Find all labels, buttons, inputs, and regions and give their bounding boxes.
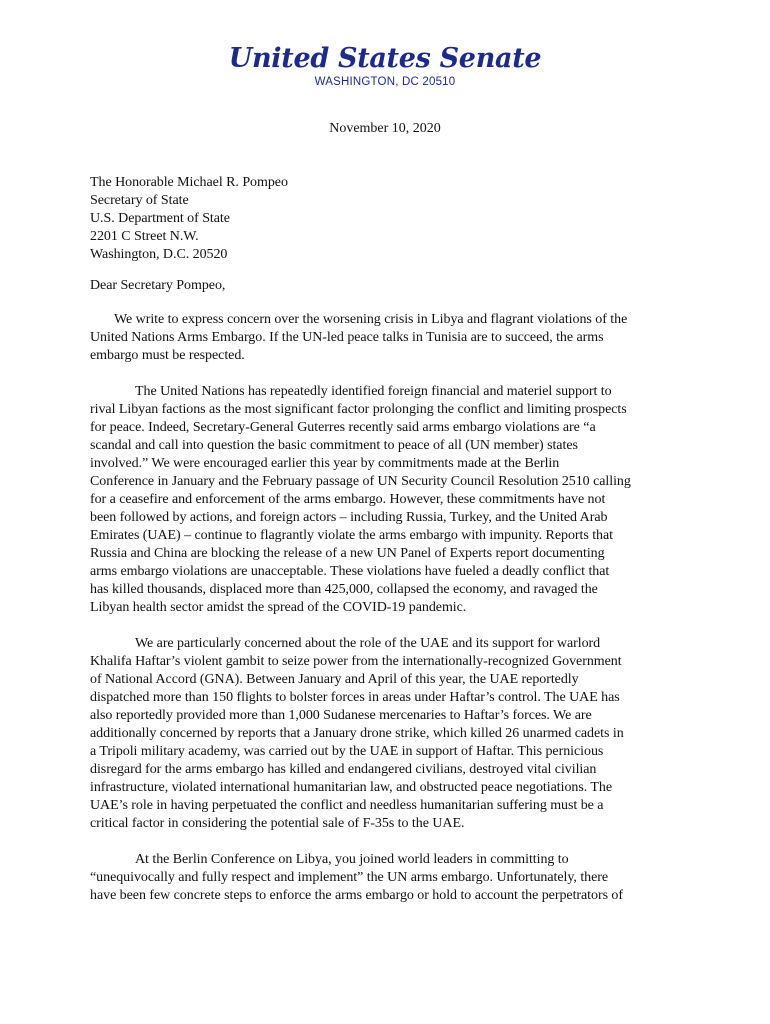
letter-date: November 10, 2020: [329, 121, 441, 136]
recipient-line: Secretary of State: [90, 193, 189, 208]
text-line: At the Berlin Conference on Libya, you joined world leaders in committing to: [135, 852, 569, 867]
text-line: UAE’s role in having perpetuated the conflict and needless humanitarian suffering must be a: [90, 798, 604, 813]
paragraph-3: [90, 635, 690, 833]
text-line: of National Accord (GNA). Between January and April of this year, the UAE reportedly: [90, 672, 579, 687]
recipient-line: 2201 C Street N.W.: [90, 229, 199, 244]
paragraph-1: [90, 311, 690, 365]
text-line: United Nations Arms Embargo. If the UN-led peace talks in Tunisia are to succeed, the arms: [90, 330, 604, 345]
text-line: has killed thousands, displaced more than 425,000, collapsed the economy, and ravaged the: [90, 582, 598, 597]
text-line: Khalifa Haftar’s violent gambit to seize power from the internationally-recognized Government: [90, 654, 622, 669]
text-line: infrastructure, violated international humanitarian law, and obstructed peace negotiations. The: [90, 780, 613, 795]
text-line: Emirates (UAE) – continue to flagrantly violate the arms embargo with impunity. Reports that: [90, 528, 613, 543]
text-line: disregard for the arms embargo has killed and endangered civilians, destroyed vital civilian: [90, 762, 597, 777]
text-line: been followed by actions, and foreign actors – including Russia, Turkey, and the United Arab: [90, 510, 608, 525]
text-line: Russia and China are blocking the release of a new UN Panel of Experts report documenting: [90, 546, 605, 561]
text-line: arms embargo violations are unacceptable. These violations have fueled a deadly conflict that: [90, 564, 610, 579]
text-line: scandal and call into question the basic commitment to peace of all (UN member) states: [90, 438, 578, 453]
recipient-line: Washington, D.C. 20520: [90, 247, 228, 262]
text-line: have been few concrete steps to enforce the arms embargo or hold to account the perpetrators of: [90, 888, 623, 903]
text-line: The United Nations has repeatedly identified foreign financial and materiel support to: [135, 384, 612, 399]
recipient-block: [90, 174, 690, 264]
text-line: additionally concerned by reports that a January drone strike, which killed 26 unarmed cadets in: [90, 726, 624, 741]
senate-address: WASHINGTON, DC 20510: [314, 76, 456, 88]
text-line: a Tripoli military academy, was carried out by the UAE in support of Haftar. This pernicious: [90, 744, 604, 759]
text-line: We are particularly concerned about the role of the UAE and its support for warlord: [135, 636, 601, 651]
text-line: involved.” We were encouraged earlier this year by commitments made at the Berlin: [90, 456, 560, 471]
text-line: embargo must be respected.: [90, 348, 245, 363]
text-line: for peace. Indeed, Secretary-General Guterres recently said arms embargo violations are “a: [90, 420, 596, 435]
salutation: Dear Secretary Pompeo,: [90, 278, 226, 293]
text-line: Conference in January and the February passage of UN Security Council Resolution 2510 calling: [90, 474, 631, 489]
text-line: Libyan health sector amidst the spread of the COVID-19 pandemic.: [90, 600, 467, 615]
text-line: also reportedly provided more than 1,000 Sudanese mercenaries to Haftar’s forces. We are: [90, 708, 592, 723]
paragraph-2: [90, 383, 690, 617]
text-line: rival Libyan factions as the most significant factor prolonging the conflict and limiting prospects: [90, 402, 627, 417]
letterhead: [0, 44, 770, 89]
recipient-line: U.S. Department of State: [90, 211, 230, 226]
recipient-line: The Honorable Michael R. Pompeo: [90, 175, 288, 190]
text-line: for a ceasefire and enforcement of the arms embargo. However, these commitments have not: [90, 492, 606, 507]
senate-title: United States Senate: [228, 43, 542, 74]
text-line: critical factor in considering the potential sale of F-35s to the UAE.: [90, 816, 465, 831]
text-line: We write to express concern over the worsening crisis in Libya and flagrant violations of the: [114, 312, 628, 327]
text-line: dispatched more than 150 flights to bolster forces in areas under Haftar’s control. The UAE has: [90, 690, 620, 705]
letter-body: [90, 174, 690, 905]
text-line: “unequivocally and fully respect and implement” the UN arms embargo. Unfortunately, there: [90, 870, 609, 885]
paragraph-4: [90, 851, 690, 905]
